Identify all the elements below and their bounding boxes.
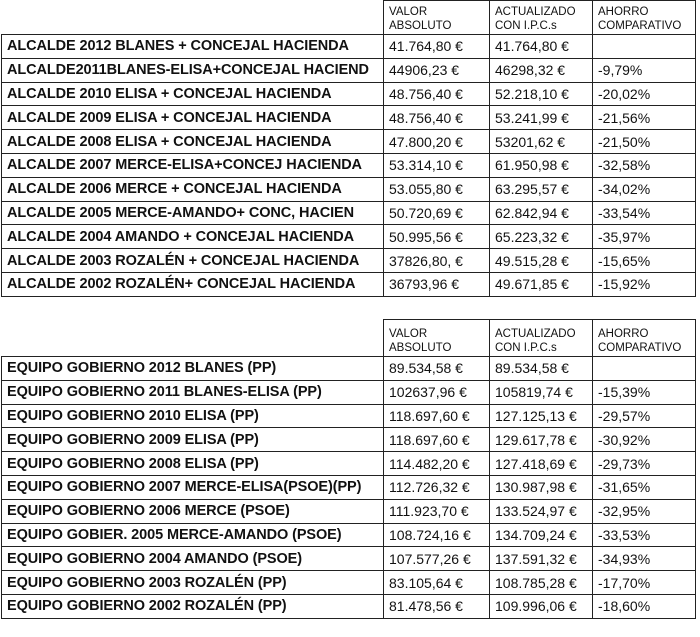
header-actualizado: ACTUALIZADO CON I.P.C.s <box>490 320 593 357</box>
valor-absoluto-cell: 50.995,56 € <box>384 225 490 249</box>
valor-absoluto-cell: 37826,80, € <box>384 249 490 273</box>
row-label: ALCALDE 2008 ELISA + CONCEJAL HACIENDA <box>2 130 384 154</box>
valor-absoluto-cell: 118.697,60 € <box>384 404 490 428</box>
row-label: EQUIPO GOBIERNO 2011 BLANES-ELISA (PP) <box>2 380 384 404</box>
valor-absoluto-cell: 53.055,80 € <box>384 177 490 201</box>
table-row <box>2 475 696 499</box>
row-label: EQUIPO GOBIERNO 2008 ELISA (PP) <box>2 452 384 476</box>
ahorro-cell: -32,95% <box>593 499 696 523</box>
valor-absoluto-cell: 102637,96 € <box>384 380 490 404</box>
valor-absoluto-cell: 118.697,60 € <box>384 428 490 452</box>
actualizado-cell: 109.996,06 € <box>490 594 593 618</box>
equipo-gobierno-table <box>1 319 696 619</box>
valor-absoluto-cell: 47.800,20 € <box>384 130 490 154</box>
actualizado-cell: 127.418,69 € <box>490 452 593 476</box>
ahorro-cell: -31,65% <box>593 475 696 499</box>
actualizado-cell: 52.218,10 € <box>490 82 593 106</box>
actualizado-cell: 61.950,98 € <box>490 153 593 177</box>
table-row <box>2 404 696 428</box>
actualizado-cell: 63.295,57 € <box>490 177 593 201</box>
row-label: ALCALDE 2012 BLANES + CONCEJAL HACIENDA <box>2 35 384 59</box>
ahorro-cell: -18,60% <box>593 594 696 618</box>
row-label: EQUIPO GOBIERNO 2003 ROZALÉN (PP) <box>2 571 384 595</box>
header-row <box>2 1 696 35</box>
actualizado-cell: 62.842,94 € <box>490 201 593 225</box>
table-row <box>2 130 696 154</box>
valor-absoluto-cell: 48.756,40 € <box>384 82 490 106</box>
table-row <box>2 177 696 201</box>
ahorro-cell <box>593 35 696 59</box>
table-row <box>2 106 696 130</box>
valor-absoluto-cell: 53.314,10 € <box>384 153 490 177</box>
ahorro-cell: -17,70% <box>593 571 696 595</box>
table-row <box>2 380 696 404</box>
header-ahorro: AHORRO COMPARATIVO <box>593 320 696 357</box>
ahorro-cell: -35,97% <box>593 225 696 249</box>
actualizado-cell: 133.524,97 € <box>490 499 593 523</box>
row-label: ALCALDE 2010 ELISA + CONCEJAL HACIENDA <box>2 82 384 106</box>
row-label: ALCALDE2011BLANES-ELISA+CONCEJAL HACIEND <box>2 58 384 82</box>
table-row <box>2 357 696 381</box>
actualizado-cell: 130.987,98 € <box>490 475 593 499</box>
row-label: ALCALDE 2006 MERCE + CONCEJAL HACIENDA <box>2 177 384 201</box>
valor-absoluto-cell: 114.482,20 € <box>384 452 490 476</box>
actualizado-cell: 129.617,78 € <box>490 428 593 452</box>
actualizado-cell: 127.125,13 € <box>490 404 593 428</box>
table-row <box>2 499 696 523</box>
table-row <box>2 153 696 177</box>
table-row <box>2 594 696 618</box>
valor-absoluto-cell: 89.534,58 € <box>384 357 490 381</box>
actualizado-cell: 53201,62 € <box>490 130 593 154</box>
actualizado-cell: 89.534,58 € <box>490 357 593 381</box>
row-label: EQUIPO GOBIERNO 2004 AMANDO (PSOE) <box>2 547 384 571</box>
header-row <box>2 320 696 357</box>
table-row <box>2 35 696 59</box>
table-row <box>2 428 696 452</box>
valor-absoluto-cell: 108.724,16 € <box>384 523 490 547</box>
actualizado-cell: 108.785,28 € <box>490 571 593 595</box>
header-ahorro: AHORRO COMPARATIVO <box>593 1 696 35</box>
table-row <box>2 249 696 273</box>
table-row <box>2 58 696 82</box>
ahorro-cell: -32,58% <box>593 153 696 177</box>
header-valor-absoluto: VALOR ABSOLUTO <box>384 1 490 35</box>
ahorro-cell: -15,39% <box>593 380 696 404</box>
table-row <box>2 272 696 296</box>
row-label: EQUIPO GOBIERNO 2010 ELISA (PP) <box>2 404 384 428</box>
valor-absoluto-cell: 107.577,26 € <box>384 547 490 571</box>
row-label: EQUIPO GOBIERNO 2006 MERCE (PSOE) <box>2 499 384 523</box>
table-row <box>2 571 696 595</box>
valor-absoluto-cell: 81.478,56 € <box>384 594 490 618</box>
valor-absoluto-cell: 41.764,80 € <box>384 35 490 59</box>
ahorro-cell: -29,73% <box>593 452 696 476</box>
valor-absoluto-cell: 48.756,40 € <box>384 106 490 130</box>
ahorro-cell: -21,56% <box>593 106 696 130</box>
ahorro-cell: -34,93% <box>593 547 696 571</box>
actualizado-cell: 53.241,99 € <box>490 106 593 130</box>
valor-absoluto-cell: 44906,23 € <box>384 58 490 82</box>
valor-absoluto-cell: 83.105,64 € <box>384 571 490 595</box>
actualizado-cell: 105819,74 € <box>490 380 593 404</box>
valor-absoluto-cell: 112.726,32 € <box>384 475 490 499</box>
row-label: EQUIPO GOBIERNO 2012 BLANES (PP) <box>2 357 384 381</box>
header-blank-cell <box>2 320 384 357</box>
row-label: ALCALDE 2002 ROZALÉN+ CONCEJAL HACIENDA <box>2 272 384 296</box>
table-row <box>2 523 696 547</box>
actualizado-cell: 46298,32 € <box>490 58 593 82</box>
actualizado-cell: 137.591,32 € <box>490 547 593 571</box>
ahorro-cell: -33,54% <box>593 201 696 225</box>
row-label: EQUIPO GOBIERNO 2002 ROZALÉN (PP) <box>2 594 384 618</box>
ahorro-cell: -9,79% <box>593 58 696 82</box>
ahorro-cell: -15,65% <box>593 249 696 273</box>
row-label: EQUIPO GOBIER. 2005 MERCE-AMANDO (PSOE) <box>2 523 384 547</box>
table-row <box>2 547 696 571</box>
valor-absoluto-cell: 111.923,70 € <box>384 499 490 523</box>
table-row <box>2 82 696 106</box>
ahorro-cell: -15,92% <box>593 272 696 296</box>
row-label: EQUIPO GOBIERNO 2009 ELISA (PP) <box>2 428 384 452</box>
header-actualizado: ACTUALIZADO CON I.P.C.s <box>490 1 593 35</box>
alcalde-salary-table <box>1 0 696 297</box>
ahorro-cell: -21,50% <box>593 130 696 154</box>
row-label: EQUIPO GOBIERNO 2007 MERCE-ELISA(PSOE)(PP) <box>2 475 384 499</box>
header-blank-cell <box>2 1 384 35</box>
actualizado-cell: 49.515,28 € <box>490 249 593 273</box>
ahorro-cell: -29,57% <box>593 404 696 428</box>
valor-absoluto-cell: 50.720,69 € <box>384 201 490 225</box>
row-label: ALCALDE 2009 ELISA + CONCEJAL HACIENDA <box>2 106 384 130</box>
row-label: ALCALDE 2005 MERCE-AMANDO+ CONC, HACIEN <box>2 201 384 225</box>
actualizado-cell: 134.709,24 € <box>490 523 593 547</box>
ahorro-cell: -33,53% <box>593 523 696 547</box>
ahorro-cell: -30,92% <box>593 428 696 452</box>
row-label: ALCALDE 2004 AMANDO + CONCEJAL HACIENDA <box>2 225 384 249</box>
table-row <box>2 452 696 476</box>
ahorro-cell: -34,02% <box>593 177 696 201</box>
table-row <box>2 201 696 225</box>
actualizado-cell: 65.223,32 € <box>490 225 593 249</box>
table-row <box>2 225 696 249</box>
row-label: ALCALDE 2003 ROZALÉN + CONCEJAL HACIENDA <box>2 249 384 273</box>
valor-absoluto-cell: 36793,96 € <box>384 272 490 296</box>
row-label: ALCALDE 2007 MERCE-ELISA+CONCEJ HACIENDA <box>2 153 384 177</box>
actualizado-cell: 49.671,85 € <box>490 272 593 296</box>
ahorro-cell <box>593 357 696 381</box>
header-valor-absoluto: VALOR ABSOLUTO <box>384 320 490 357</box>
actualizado-cell: 41.764,80 € <box>490 35 593 59</box>
ahorro-cell: -20,02% <box>593 82 696 106</box>
